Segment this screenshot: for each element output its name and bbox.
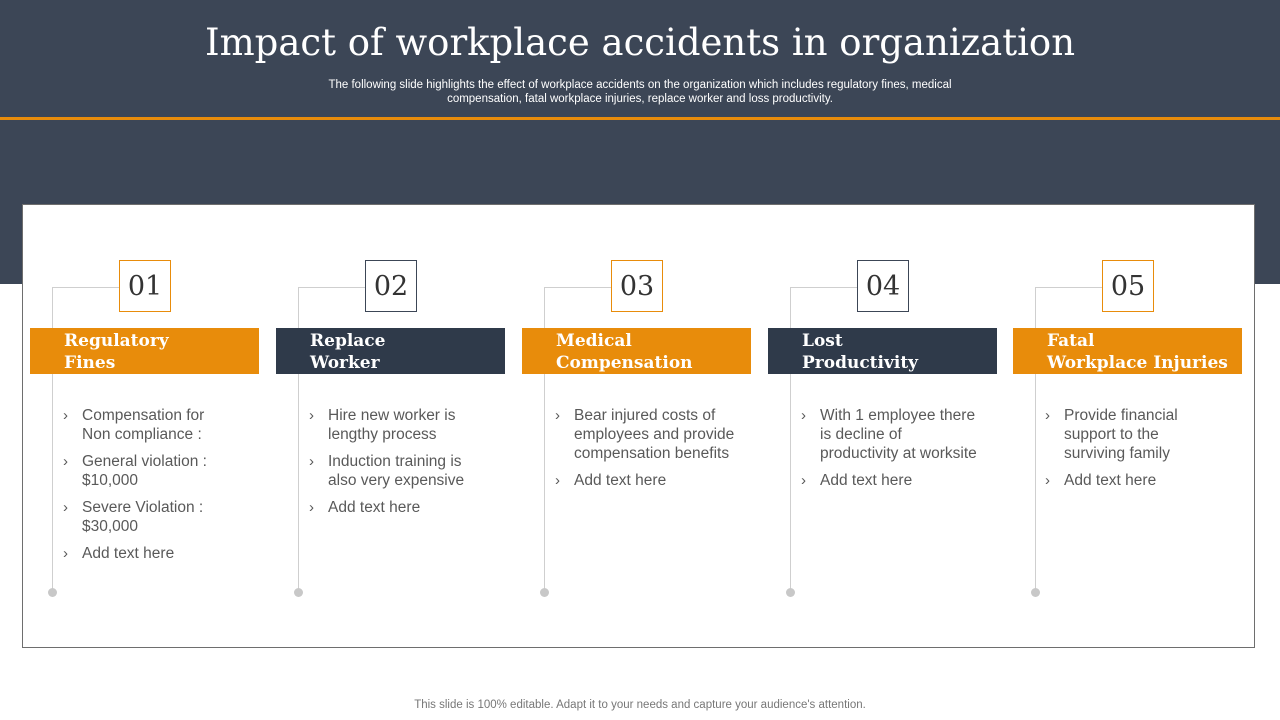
step-number: 01 — [119, 260, 171, 312]
step-number: 02 — [365, 260, 417, 312]
chevron-right-icon: › — [63, 499, 68, 516]
content-panel — [22, 204, 1255, 648]
timeline-dot — [1031, 588, 1040, 597]
connector-line — [790, 287, 858, 288]
bullet-item: › Induction training is also very expensive — [309, 453, 465, 489]
step-title-line: Fatal — [1047, 331, 1095, 351]
bullet-item: › Add text here — [801, 472, 913, 489]
bullet-item: › General violation : $10,000 — [63, 453, 207, 489]
chevron-right-icon: › — [1045, 407, 1050, 424]
chevron-right-icon: › — [63, 407, 68, 424]
step-title-line: Regulatory — [64, 331, 169, 351]
column-fatal-workplace-injuries — [1006, 205, 1238, 649]
bullet-item: › Add text here — [1045, 472, 1157, 489]
bullet-list — [63, 406, 263, 571]
bullet-list — [801, 406, 1001, 498]
bullet-item: › Add text here — [309, 499, 421, 516]
step-title-bar — [30, 328, 259, 374]
timeline-dot — [786, 588, 795, 597]
chevron-right-icon: › — [63, 453, 68, 470]
slide-title: Impact of workplace accidents in organization — [204, 21, 1076, 64]
step-title-line: Replace — [310, 331, 386, 351]
step-title-line: Productivity — [802, 353, 919, 373]
chevron-right-icon: › — [801, 407, 806, 424]
connector-line — [298, 287, 366, 288]
chevron-right-icon: › — [555, 407, 560, 424]
chevron-right-icon: › — [309, 453, 314, 470]
step-title-line: Lost — [802, 331, 843, 351]
footer-note: This slide is 100% editable. Adapt it to your needs and capture your audience's attention. — [414, 699, 866, 711]
chevron-right-icon: › — [555, 472, 560, 489]
bullet-item: › Provide financial support to the surviving family — [1045, 407, 1178, 462]
step-number: 05 — [1102, 260, 1154, 312]
connector-line — [544, 287, 612, 288]
column-replace-worker — [269, 205, 501, 649]
chevron-right-icon: › — [309, 499, 314, 516]
step-number: 04 — [857, 260, 909, 312]
step-number: 03 — [611, 260, 663, 312]
bullet-item: › Severe Violation : $30,000 — [63, 499, 204, 535]
slide-subtitle: The following slide highlights the effect of workplace accidents on the organization which includes regulatory fines, medical compensation, fatal workplace injuries, replace worker and loss productivity. — [328, 79, 952, 105]
chevron-right-icon: › — [1045, 472, 1050, 489]
column-regulatory-fines — [23, 205, 255, 649]
bullet-list — [1045, 406, 1245, 498]
connector-line — [52, 287, 120, 288]
timeline-dot — [294, 588, 303, 597]
bullet-item: › Hire new worker is lengthy process — [309, 407, 456, 443]
step-title-line: Workplace Injuries — [1047, 353, 1228, 373]
bullet-item: › With 1 employee there is decline of productivity at worksite — [801, 407, 977, 462]
step-title-bar — [276, 328, 505, 374]
step-title-bar — [768, 328, 997, 374]
connector-line — [1035, 287, 1103, 288]
column-lost-productivity — [761, 205, 993, 649]
step-title-line: Fines — [64, 353, 116, 373]
step-title-line: Medical — [556, 331, 632, 351]
chevron-right-icon: › — [309, 407, 314, 424]
step-title-line: Worker — [310, 353, 380, 373]
step-title-line: Compensation — [556, 353, 693, 373]
column-medical-compensation — [515, 205, 747, 649]
chevron-right-icon: › — [801, 472, 806, 489]
bullet-item: › Bear injured costs of employees and provide compensation benefits — [555, 407, 735, 462]
chevron-right-icon: › — [63, 545, 68, 562]
bullet-list — [309, 406, 509, 525]
bullet-list — [555, 406, 755, 498]
timeline-dot — [540, 588, 549, 597]
bullet-item: › Add text here — [555, 472, 667, 489]
bullet-item: › Add text here — [63, 545, 175, 562]
bullet-item: › Compensation for Non compliance : — [63, 407, 205, 443]
step-title-bar — [522, 328, 751, 374]
step-title-bar — [1013, 328, 1242, 374]
timeline-dot — [48, 588, 57, 597]
header-divider — [0, 117, 1280, 120]
